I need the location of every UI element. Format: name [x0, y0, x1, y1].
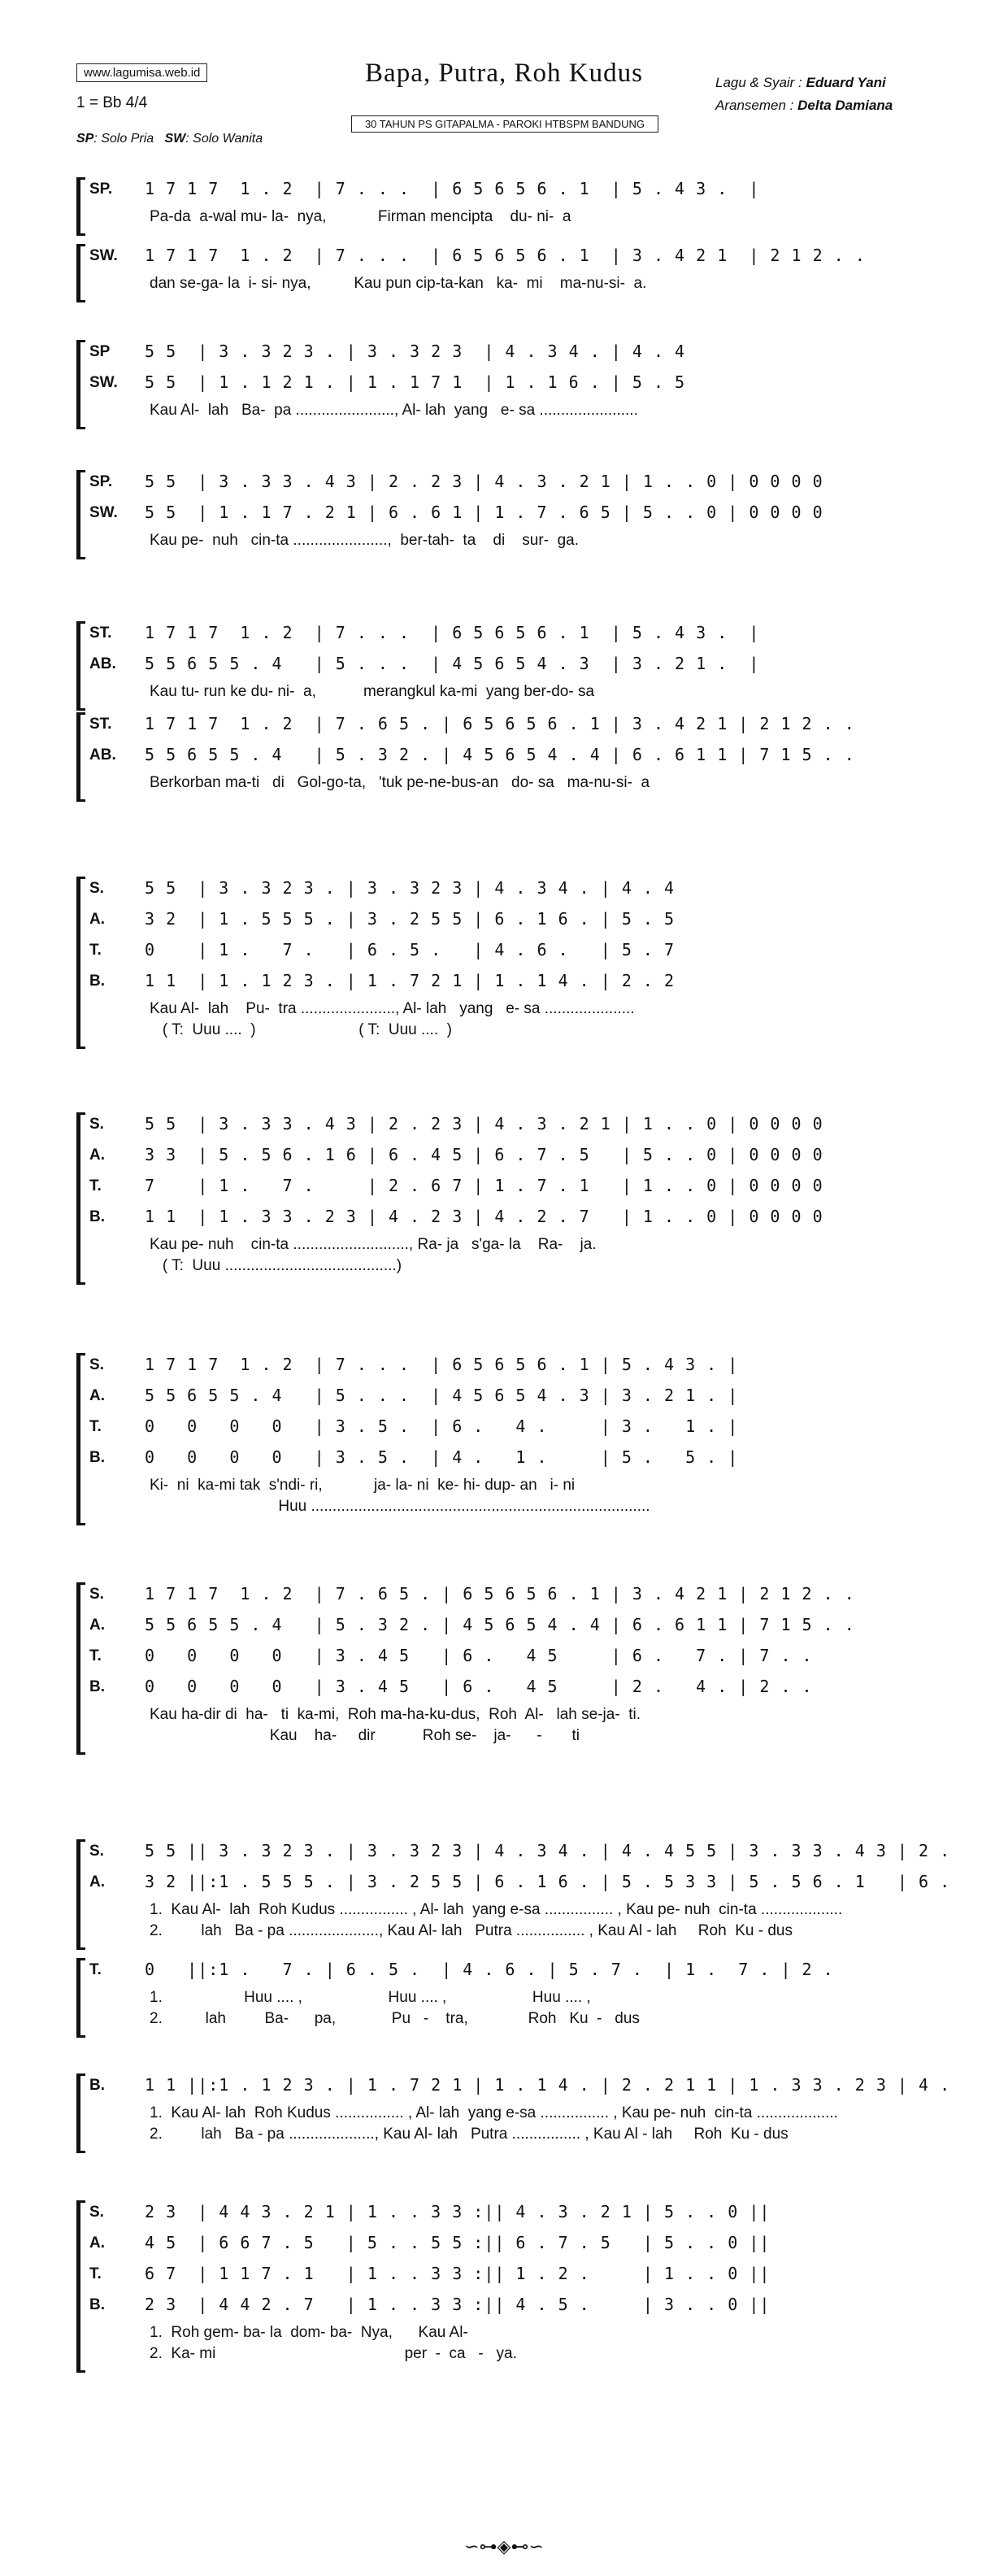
voice-notes: 3 2 ||:1 . 5 5 5 . | 3 . 2 5 5 | 6 . 1 6 . | 5 . 5 3 3 | 5 . 5 6 . 1 | 6 . [145, 1872, 951, 1891]
score-system [76, 470, 938, 559]
voice-label: SP [89, 343, 111, 360]
voice-notes: 5 5 | 3 . 3 3 . 4 3 | 2 . 2 3 | 4 . 3 . 2 1 | 1 . . 0 | 0 0 0 0 [145, 1114, 823, 1134]
voice-notes: 1 7 1 7 1 . 2 | 7 . . . | 6 5 6 5 6 . 1 | 5 . 4 3 . | [145, 179, 760, 198]
lyric-line: ( T: Uuu .... ) ( T: Uuu .... ) [150, 1021, 452, 1038]
voice-label: B. [89, 2077, 105, 2094]
voice-notes: 0 ||:1 . 7 . | 6 . 5 . | 4 . 6 . | 5 . 7 . | 1 . 7 . | 2 . [145, 1960, 834, 1979]
voice-notes: 5 5 | 3 . 3 2 3 . | 3 . 3 2 3 | 4 . 3 4 . | 4 . 4 [145, 878, 676, 898]
voice-notes: 0 0 0 0 | 3 . 4 5 | 6 . 4 5 | 6 . 7 . | 7 . . [145, 1646, 813, 1665]
voice-notes: 1 7 1 7 1 . 2 | 7 . 6 5 . | 6 5 6 5 6 . 1 | 3 . 4 2 1 | 2 1 2 . . [145, 1584, 855, 1603]
system-bracket [76, 1582, 85, 1755]
credit1-label: Lagu & Syair : [715, 75, 806, 90]
voice-label: B. [89, 1678, 105, 1695]
voice-notes: 0 0 0 0 | 3 . 5 . | 6 . 4 . | 3 . 1 . | [145, 1416, 739, 1436]
voice-label: SP. [89, 181, 113, 198]
score-system [76, 2200, 938, 2373]
voice-label: A. [89, 911, 105, 928]
voice-notes: 2 3 | 4 4 3 . 2 1 | 1 . . 3 3 :|| 4 . 3 . 2 1 | 5 . . 0 || [145, 2202, 771, 2221]
system-bracket [76, 340, 85, 429]
legend [76, 132, 263, 146]
score-system [76, 1353, 938, 1525]
score-system [76, 2073, 951, 2153]
lyric-line: Kau ha- dir Roh se- ja- - ti [150, 1727, 580, 1744]
system-bracket [76, 712, 85, 802]
voice-label: ST. [89, 624, 112, 642]
lyric-line: Kau ha-dir di ha- ti ka-mi, Roh ma-ha-ku-dus, Roh Al- lah se-ja- ti. [150, 1706, 641, 1723]
voice-label: T. [89, 1961, 102, 1978]
voice-notes: 1 1 ||:1 . 1 2 3 . | 1 . 7 2 1 | 1 . 1 4 . | 2 . 2 1 1 | 1 . 3 3 . 2 3 | 4 . [145, 2075, 951, 2095]
voice-notes: 5 5 6 5 5 . 4 | 5 . . . | 4 5 6 5 4 . 3 | 3 . 2 1 . | [145, 1386, 739, 1405]
voice-notes: 0 0 0 0 | 3 . 5 . | 4 . 1 . | 5 . 5 . | [145, 1447, 739, 1467]
voice-label: S. [89, 2204, 104, 2221]
score-system [76, 340, 938, 429]
voice-notes: 4 5 | 6 6 7 . 5 | 5 . . 5 5 :|| 6 . 7 . 5 | 5 . . 0 || [145, 2233, 771, 2252]
system-bracket [76, 470, 85, 559]
lyric-line: 1. Kau Al- lah Roh Kudus ................ , Al- lah yang e-sa ................ , Kau pe- nuh cin-ta ................... [150, 2104, 838, 2121]
lyric-line: ( T: Uuu ........................................) [150, 1257, 402, 1274]
voice-notes: 5 5 | 1 . 1 7 . 2 1 | 6 . 6 1 | 1 . 7 . 6 5 | 5 . . 0 | 0 0 0 0 [145, 503, 823, 522]
voice-notes: 5 5 | 3 . 3 2 3 . | 3 . 3 2 3 | 4 . 3 4 . | 4 . 4 [145, 342, 686, 361]
voice-notes: 0 | 1 . 7 . | 6 . 5 . | 4 . 6 . | 5 . 7 [145, 940, 676, 959]
voice-label: AB. [89, 655, 116, 672]
lyric-line: 1. Huu .... , Huu .... , Huu .... , [150, 1989, 591, 2006]
system-bracket [76, 2073, 85, 2153]
voice-label: SP. [89, 473, 113, 490]
lyric-line: Huu ............................................................................... [150, 1498, 650, 1515]
score-system [76, 1112, 938, 1285]
legend-sp-text: : Solo Pria [93, 132, 154, 146]
voice-notes: 1 7 1 7 1 . 2 | 7 . . . | 6 5 6 5 6 . 1 | 5 . 4 3 . | [145, 623, 760, 642]
voice-label: AB. [89, 746, 116, 764]
system-bracket [76, 177, 85, 236]
lyric-line: 1. Kau Al- lah Roh Kudus ................ , Al- lah yang e-sa ................ , Kau pe- nuh cin-ta ................... [150, 1901, 843, 1918]
voice-notes: 3 2 | 1 . 5 5 5 . | 3 . 2 5 5 | 6 . 1 6 . | 5 . 5 [145, 909, 676, 929]
voice-label: A. [89, 1617, 105, 1634]
system-bracket [76, 1958, 85, 2038]
voice-label: A. [89, 1873, 105, 1891]
voice-notes: 3 3 | 5 . 5 6 . 1 6 | 6 . 4 5 | 6 . 7 . 5 | 5 . . 0 | 0 0 0 0 [145, 1145, 823, 1164]
voice-label: S. [89, 1116, 104, 1133]
lyric-line: 2. Ka- mi per - ca - ya. [150, 2345, 517, 2362]
system-bracket [76, 1839, 85, 1950]
credit1-name: Eduard Yani [806, 75, 886, 90]
lyric-line: Kau tu- run ke du- ni- a, merangkul ka-mi yang ber-do- sa [150, 683, 595, 700]
voice-notes: 1 7 1 7 1 . 2 | 7 . . . | 6 5 6 5 6 . 1 | 5 . 4 3 . | [145, 1355, 739, 1374]
system-bracket [76, 621, 85, 711]
score-system [76, 1582, 938, 1755]
legend-sw-text: : Solo Wanita [185, 132, 263, 146]
voice-label: T. [89, 1647, 102, 1664]
voice-notes: 5 5 | 3 . 3 3 . 4 3 | 2 . 2 3 | 4 . 3 . 2 1 | 1 . . 0 | 0 0 0 0 [145, 472, 823, 491]
voice-notes: 5 5 || 3 . 3 2 3 . | 3 . 3 2 3 | 4 . 3 4 . | 4 . 4 5 5 | 3 . 3 3 . 4 3 | 2 . [145, 1841, 951, 1860]
voice-label: A. [89, 1387, 105, 1404]
lyric-line: 2. lah Ba - pa ....................., Kau Al- lah Putra ................ , Kau Al - lah Roh Ku - dus [150, 1922, 793, 1939]
voice-label: B. [89, 1208, 105, 1225]
key-signature: 1 = Bb 4/4 [76, 94, 148, 111]
voice-label: T. [89, 2265, 102, 2282]
voice-notes: 6 7 | 1 1 7 . 1 | 1 . . 3 3 :|| 1 . 2 . | 1 . . 0 || [145, 2264, 771, 2283]
voice-label: A. [89, 1147, 105, 1164]
lyric-line: Kau pe- nuh cin-ta ..........................., Ra- ja s'ga- la Ra- ja. [150, 1236, 597, 1253]
voice-label: SW. [89, 374, 118, 391]
voice-label: SW. [89, 504, 118, 521]
lyric-line: Berkorban ma-ti di Gol-go-ta, 'tuk pe-ne-bus-an do- sa ma-nu-si- a [150, 774, 650, 791]
voice-notes: 2 3 | 4 4 2 . 7 | 1 . . 3 3 :|| 4 . 5 . | 3 . . 0 || [145, 2295, 771, 2314]
voice-label: S. [89, 880, 104, 897]
voice-label: B. [89, 1449, 105, 1466]
voice-label: S. [89, 1843, 104, 1860]
system-bracket [76, 1112, 85, 1285]
score-system [76, 712, 938, 802]
voice-notes: 7 | 1 . 7 . | 2 . 6 7 | 1 . 7 . 1 | 1 . . 0 | 0 0 0 0 [145, 1176, 823, 1195]
lyric-line: Ki- ni ka-mi tak s'ndi- ri, ja- la- ni ke- hi- dup- an i- ni [150, 1477, 576, 1494]
lyric-line: dan se-ga- la i- si- nya, Kau pun cip-ta-kan ka- mi ma-nu-si- a. [150, 275, 647, 292]
lyric-line: 2. lah Ba - pa ...................., Kau Al- lah Putra ................ , Kau Al - lah Roh Ku - dus [150, 2126, 789, 2143]
voice-notes: 1 1 | 1 . 1 2 3 . | 1 . 7 2 1 | 1 . 1 4 . | 2 . 2 [145, 971, 676, 990]
credit2-label: Aransemen : [715, 98, 798, 113]
voice-label: T. [89, 1418, 102, 1435]
credit-line-1 [715, 72, 893, 94]
system-bracket [76, 244, 85, 302]
credit-line-2 [715, 94, 893, 117]
voice-notes: 5 5 6 5 5 . 4 | 5 . 3 2 . | 4 5 6 5 4 . 4 | 6 . 6 1 1 | 7 1 5 . . [145, 1615, 855, 1634]
voice-label: SW. [89, 247, 118, 264]
lyric-line: 1. Roh gem- ba- la dom- ba- Nya, Kau Al- [150, 2324, 468, 2341]
voice-notes: 1 7 1 7 1 . 2 | 7 . . . | 6 5 6 5 6 . 1 | 3 . 4 2 1 | 2 1 2 . . [145, 246, 866, 265]
credit2-name: Delta Damiana [797, 98, 893, 113]
legend-sp: SP [76, 132, 94, 146]
lyric-line: 2. lah Ba- pa, Pu - tra, Roh Ku - dus [150, 2010, 640, 2027]
page-title: Bapa, Putra, Roh Kudus [365, 59, 643, 88]
system-bracket [76, 1353, 85, 1525]
voice-label: S. [89, 1356, 104, 1373]
score-system [76, 244, 938, 302]
system-bracket [76, 2200, 85, 2373]
voice-label: B. [89, 2296, 105, 2313]
ornament-icon: ∽⊶◈⊷∽ [464, 2537, 544, 2557]
score-system [76, 877, 938, 1049]
voice-notes: 1 7 1 7 1 . 2 | 7 . 6 5 . | 6 5 6 5 6 . 1 | 3 . 4 2 1 | 2 1 2 . . [145, 714, 855, 733]
voice-notes: 5 5 6 5 5 . 4 | 5 . 3 2 . | 4 5 6 5 4 . 4 | 6 . 6 1 1 | 7 1 5 . . [145, 745, 855, 764]
voice-label: B. [89, 973, 105, 990]
system-bracket [76, 877, 85, 1049]
voice-label: A. [89, 2234, 105, 2252]
voice-notes: 0 0 0 0 | 3 . 4 5 | 6 . 4 5 | 2 . 4 . | 2 . . [145, 1677, 813, 1696]
url-box: www.lagumisa.web.id [76, 63, 207, 82]
voice-notes: 1 1 | 1 . 3 3 . 2 3 | 4 . 2 3 | 4 . 2 . 7 | 1 . . 0 | 0 0 0 0 [145, 1207, 823, 1226]
legend-sw: SW [164, 132, 186, 146]
voice-label: S. [89, 1586, 104, 1603]
voice-label: ST. [89, 716, 112, 733]
credits [715, 72, 893, 117]
voice-notes: 5 5 6 5 5 . 4 | 5 . . . | 4 5 6 5 4 . 3 | 3 . 2 1 . | [145, 654, 760, 673]
lyric-line: Kau pe- nuh cin-ta ......................, ber-tah- ta di sur- ga. [150, 532, 579, 549]
lyric-line: Kau Al- lah Pu- tra ......................, Al- lah yang e- sa ..................... [150, 1000, 635, 1017]
voice-notes: 5 5 | 1 . 1 2 1 . | 1 . 1 7 1 | 1 . 1 6 . | 5 . 5 [145, 372, 686, 392]
voice-label: T. [89, 1177, 102, 1194]
subtitle-box: 30 TAHUN PS GITAPALMA - PAROKI HTBSPM BANDUNG [351, 115, 658, 133]
lyric-line: Pa-da a-wal mu- la- nya, Firman mencipta du- ni- a [150, 208, 571, 225]
score-system [76, 621, 938, 711]
score-system [76, 1958, 938, 2038]
score-system [76, 1839, 951, 1950]
voice-label: T. [89, 942, 102, 959]
lyric-line: Kau Al- lah Ba- pa ......................., Al- lah yang e- sa ....................... [150, 402, 638, 419]
score-system [76, 177, 938, 236]
